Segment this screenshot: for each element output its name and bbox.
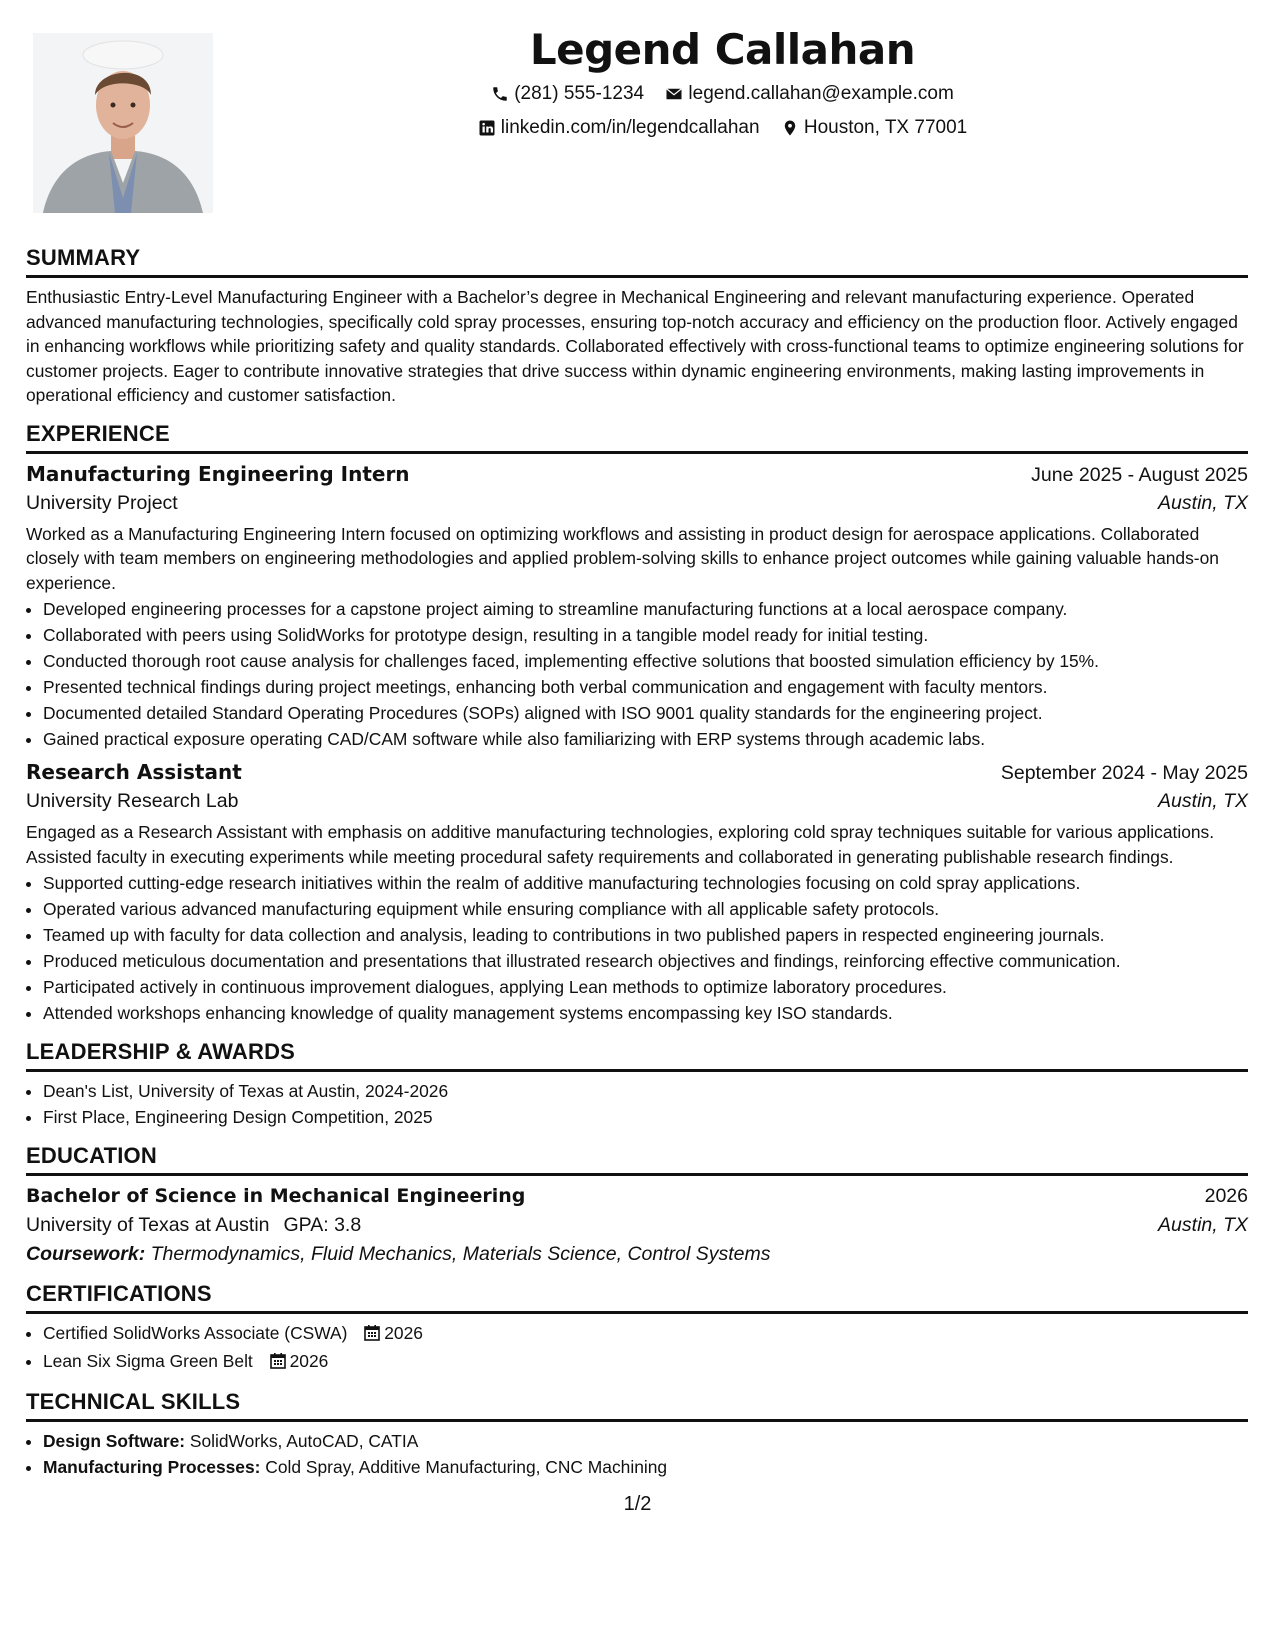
contact-email[interactable] xyxy=(665,80,953,108)
map-pin-icon xyxy=(781,119,799,137)
phone-text: (281) 555-1234 xyxy=(514,83,645,104)
candidate-name: Legend Callahan xyxy=(529,25,916,74)
list-item xyxy=(43,1348,1248,1376)
linkedin-icon xyxy=(478,119,496,137)
summary-text: Enthusiastic Entry-Level Manufacturing Engineer with a Bachelor’s degree in Mechanical Engineering and relevant manufacturing experience. Operated advanced manufacturing technologies, specifically cold spray processes, ensuring top-notch accuracy and efficiency on the production floor. Actively engaged in enhancing workflows while prioritizing safety and quality standards. Collaborated effectively with cross-functional teams to optimize engineering solutions for customer projects. Eager to contribute innovative strategies that drive success within dynamic engineering environments, making lasting improvements in operational efficiency and customer satisfaction. xyxy=(26,287,1244,405)
calendar-icon xyxy=(364,1322,380,1348)
contact-location xyxy=(781,114,967,142)
education-year: 2026 xyxy=(1204,1185,1248,1207)
list-item: • Documented detailed Standard Operating Procedures (SOPs) aligned with ISO 9001 quality standards for the engineering project. xyxy=(43,700,1248,726)
list-item: • Developed engineering processes for a capstone project aiming to streamline manufacturing functions at a local aerospace company. xyxy=(43,596,1248,622)
list-item: • First Place, Engineering Design Competition, 2025 xyxy=(43,1104,1248,1130)
certification-name: Certified SolidWorks Associate (CSWA) xyxy=(43,1323,348,1343)
linkedin-text[interactable]: linkedin.com/in/legendcallahan xyxy=(500,117,760,138)
profile-photo xyxy=(33,33,213,213)
contact-linkedin[interactable] xyxy=(478,114,760,142)
list-item: • Supported cutting-edge research initiatives within the realm of additive manufacturing technologies focusing on cold spray applications. xyxy=(43,870,1248,896)
skills-list xyxy=(26,1428,1248,1480)
skill-value: SolidWorks, AutoCAD, CATIA xyxy=(189,1431,419,1451)
section-title-skills: TECHNICAL SKILLS xyxy=(26,1388,1248,1422)
job-bullets xyxy=(26,870,1248,1026)
education-degree: Bachelor of Science in Mechanical Engineering xyxy=(26,1185,526,1207)
job-org: University Project xyxy=(26,491,178,514)
section-title-leadership: LEADERSHIP & AWARDS xyxy=(26,1038,1248,1072)
envelope-icon xyxy=(665,85,683,103)
section-title-education: EDUCATION xyxy=(26,1142,1248,1176)
education-location: Austin, TX xyxy=(1158,1214,1248,1236)
contact-phone xyxy=(491,80,644,108)
skill-value: Cold Spray, Additive Manufacturing, CNC Machining xyxy=(265,1457,668,1477)
list-item: • Presented technical findings during project meetings, enhancing both verbal communication and engagement with faculty mentors. xyxy=(43,674,1248,700)
list-item xyxy=(43,1454,1248,1480)
certification-name: Lean Six Sigma Green Belt xyxy=(43,1351,253,1371)
list-item: • Participated actively in continuous improvement dialogues, applying Lean methods to optimize laboratory procedures. xyxy=(43,974,1248,1000)
job-description: Engaged as a Research Assistant with emphasis on additive manufacturing technologies, exploring cold spray techniques suitable for various applications. Assisted faculty in executing experiments while meeting procedural safety requirements and collaborated in generating publishable research findings. xyxy=(26,822,1215,867)
section-title-experience: EXPERIENCE xyxy=(26,420,1248,454)
skill-label: Design Software: xyxy=(43,1431,186,1451)
certification-year: 2026 xyxy=(289,1351,329,1371)
job-dates: September 2024 - May 2025 xyxy=(1000,762,1248,784)
education-gpa: GPA: 3.8 xyxy=(283,1214,362,1236)
job-dates: June 2025 - August 2025 xyxy=(1031,463,1248,486)
list-item: • Gained practical exposure operating CAD/CAM software while also familiarizing with ERP systems through academic labs. xyxy=(43,726,1248,752)
list-item: • Dean's List, University of Texas at Austin, 2024-2026 xyxy=(43,1078,1248,1104)
resume-header xyxy=(230,22,1215,146)
coursework-label: Coursework: xyxy=(26,1243,146,1265)
list-item xyxy=(43,1428,1248,1454)
contact-line-2 xyxy=(230,114,1215,146)
job-location: Austin, TX xyxy=(1158,491,1248,514)
calendar-icon xyxy=(270,1350,286,1376)
certifications-list xyxy=(26,1320,1248,1376)
education-school: University of Texas at Austin xyxy=(26,1214,270,1236)
education-coursework xyxy=(26,1240,1248,1268)
job-role: Research Assistant xyxy=(26,760,242,784)
education-school-line xyxy=(26,1211,361,1240)
skill-label: Manufacturing Processes: xyxy=(43,1457,261,1477)
list-item: • Conducted thorough root cause analysis for challenges faced, implementing effective solutions that boosted simulation efficiency by 15%. xyxy=(43,648,1248,674)
location-text: Houston, TX 77001 xyxy=(803,117,968,138)
job-bullets xyxy=(26,596,1248,752)
coursework-text: Thermodynamics, Fluid Mechanics, Materials Science, Control Systems xyxy=(150,1243,771,1265)
list-item: • Teamed up with faculty for data collection and analysis, leading to contributions in two published papers in respected engineering journals. xyxy=(43,922,1248,948)
list-item: • Collaborated with peers using SolidWorks for prototype design, resulting in a tangible model ready for initial testing. xyxy=(43,622,1248,648)
list-item xyxy=(43,1320,1248,1348)
contact-line-1 xyxy=(230,80,1215,112)
phone-icon xyxy=(491,85,509,103)
job-location: Austin, TX xyxy=(1158,790,1248,812)
job-entry xyxy=(26,752,1248,1026)
resume-body xyxy=(26,244,1248,1480)
email-text[interactable]: legend.callahan@example.com xyxy=(688,83,954,104)
leadership-list xyxy=(26,1078,1248,1130)
list-item: • Attended workshops enhancing knowledge of quality management systems encompassing key ISO standards. xyxy=(43,1000,1248,1026)
job-org: University Research Lab xyxy=(26,790,239,812)
job-entry xyxy=(26,454,1248,753)
certification-year: 2026 xyxy=(384,1323,423,1343)
job-description: Worked as a Manufacturing Engineering Intern focused on optimizing workflows and assisting in product design for aerospace applications. Collaborated closely with team members on engineering methodologies and applied problem-solving skills to enhance project outcomes while gaining valuable hands-on experience. xyxy=(26,523,1219,593)
job-role: Manufacturing Engineering Intern xyxy=(26,461,410,486)
list-item: • Produced meticulous documentation and presentations that illustrated research objectives and findings, reinforcing effective communication. xyxy=(43,948,1248,974)
section-title-certifications: CERTIFICATIONS xyxy=(26,1280,1248,1314)
section-title-summary: SUMMARY xyxy=(26,244,1248,278)
list-item: • Operated various advanced manufacturing equipment while ensuring compliance with all applicable safety protocols. xyxy=(43,896,1248,922)
page-number: 1/2 xyxy=(623,1493,652,1515)
